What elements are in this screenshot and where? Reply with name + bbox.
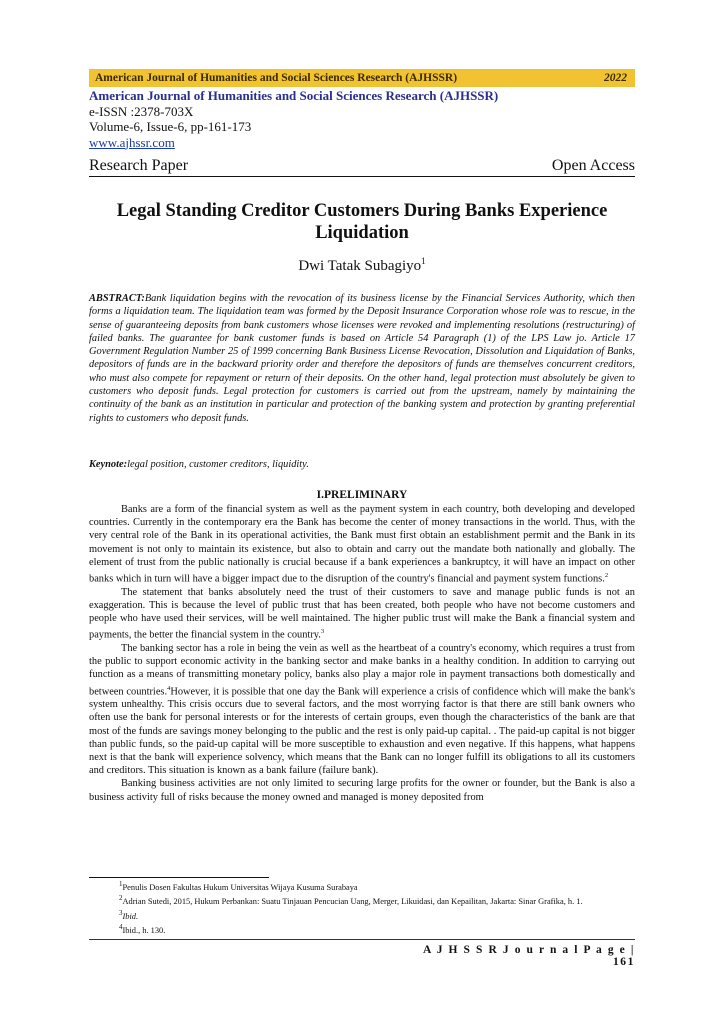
- author-footnote-mark: 1: [421, 256, 426, 266]
- header-eissn: e-ISSN :2378-703X: [89, 103, 194, 119]
- abstract-text: Bank liquidation begins with the revocation of its business license by the Financial Services Authority, which then forms a liquidation team. The liquidation team was formed by the Deposit Insurance Corporation whose role was to rescue, in the sense of guaranteeing deposits from bank customers whose licenses were revoked and implementing resolutions (restructuring) of failed banks. The guarantee for bank customer funds is based on Article 54 Paragraph (1) of the LPS Law jo. Article 17 Government Regulation Number 25 of 1999 concerning Bank Business License Revocation, Dissolution and Liquidation of Banks, depositors of funds are in the backward priority order and therefore the depositors of funds are themselves concurrent creditors, who must also compete for repayment or return of their deposits. On the other hand, legal protection must absolutely be given to customers who deposit funds. Legal protection for customers is carried out from the upstream, namely by maintaining the continuity of the bank as an institution in particular and protection of the banking system and protection by granting preferential rights to customers who deposit funds.: [89, 293, 635, 424]
- banner-year: 2022: [604, 72, 627, 84]
- footer-page-label: P a g e: [583, 944, 627, 956]
- footnote-ref: 2: [604, 572, 609, 580]
- footer-separator: |: [630, 944, 635, 956]
- keywords-label: Keynote:: [89, 459, 128, 470]
- footer-page-number: 161: [612, 956, 635, 968]
- journal-header: [89, 88, 635, 150]
- page-footer: [400, 944, 635, 968]
- footnotes: [89, 879, 635, 936]
- keywords: [89, 459, 635, 470]
- footnote-ref: 3: [320, 628, 325, 636]
- abstract-label: ABSTRACT:: [89, 293, 145, 304]
- footnote: [89, 879, 635, 893]
- paragraph-text: Banks are a form of the financial system as well as the payment system in each country, both developing and developed countries. Currently in the contemporary era the Bank has become the center of money transactions in the world. Thus, with the very central role of the Bank in its operational activities, the Bank must first obtain an establishment permit and the Bank in its movement is not only to maintain its existence, but also to obtain and carry out the mandate both nationally and globally. The element of trust from the public nationally is crucial because if a bank experiences a bankruptcy, it will have an impact on other banks which in turn will have a bigger impact due to the disruption of the country's financial and payment system functions.: [89, 504, 635, 585]
- header-volume: Volume-6, Issue-6, pp-161-173: [89, 119, 252, 134]
- footnote-mark: 4: [119, 922, 123, 931]
- footnote-divider: [89, 877, 269, 878]
- header-website-link[interactable]: www.ajhssr.com: [89, 134, 175, 150]
- footer-journal: A J H S S R J o u r n a l: [422, 944, 580, 956]
- footnote: [89, 922, 635, 936]
- footnote-mark: 2: [119, 894, 123, 903]
- paragraph-text: The banking sector has a role in being the vein as well as the heartbeat of a country's economy, which requires a trust from the public to support economic activity in the banking sector and make banks in a healthy condition. In addition to carrying out function as a means of transmitting monetary policy, banks also play a major role in payment transactions both domestically and between countries.: [89, 642, 635, 698]
- author-line: [89, 256, 635, 275]
- body-paragraph: [89, 503, 635, 586]
- abstract: [89, 292, 635, 425]
- paragraph-text-continued: However, it is possible that one day the Bank will experience a crisis of confidence which will make the bank's system unhealthy. This crisis occurs due to several factors, and the most worrying factor is that there are still bank owners who often use the bank for personal interests or for the interests of certain groups, even though the characteristics of the bank are that most of the funds are savings money belonging to the public and the rest is only paid-up capital. . The paid-up capital is not bigger than public funds, so the paid-up capital will be more susceptible to exhaustion and even negative. If this happens, what happens next is that the bank will experience solvency, which means that the Bank can no longer fulfill its obligations to all its customers and creditors. This situation is known as a bank failure (failure bank).: [89, 686, 635, 777]
- journal-banner: [89, 69, 635, 87]
- paper-type-row: [89, 156, 635, 175]
- footnote-mark: 3: [119, 908, 123, 917]
- footnote-text: Ibid., h. 130.: [122, 925, 166, 935]
- paragraph-text: The statement that banks absolutely need the trust of their customers to save and manage public funds is not an exaggeration. This is because the level of public trust that has been created, both people who have not become customers and people who have used their services, will be well maintained. The higher public trust will make the Bank a financial system and payments, the better the financial system in the country.: [89, 586, 635, 641]
- body-text: [89, 503, 635, 804]
- footer-divider: [89, 939, 635, 940]
- paper-title: Legal Standing Creditor Customers During Banks Experience Liquidation: [116, 201, 608, 243]
- footnote-text: Penulis Dosen Fakultas Hukum Universitas Wijaya Kusuma Surabaya: [122, 882, 358, 892]
- footnote-text: Ibid.: [122, 911, 139, 921]
- body-paragraph: [89, 642, 635, 778]
- banner-journal-name: American Journal of Humanities and Social Sciences Research (AJHSSR): [95, 72, 458, 84]
- footnote: [89, 893, 635, 907]
- author-name: Dwi Tatak Subagiyo: [298, 258, 422, 274]
- paragraph-text: Banking business activities are not only limited to securing large profits for the owner or founder, but the Bank is also a business activity full of risks because the money owned and managed is money deposited from: [89, 778, 635, 803]
- footnote: [89, 908, 635, 922]
- footnote-ref: 4: [167, 684, 171, 692]
- body-paragraph: [89, 586, 635, 642]
- header-divider: [89, 176, 635, 177]
- section-heading: I.PRELIMINARY: [316, 489, 408, 501]
- footnote-mark: 1: [119, 880, 123, 888]
- footnote-text: Adrian Sutedi, 2015, Hukum Perbankan: Suatu Tinjauan Pencucian Uang, Merger, Likuidasi, dan Kepailitan, Jakarta: Sinar Grafika, h. 1.: [122, 897, 583, 907]
- body-paragraph: [89, 777, 635, 803]
- paper-type: Research Paper: [89, 157, 189, 174]
- header-journal-name: American Journal of Humanities and Social Sciences Research (AJHSSR): [89, 88, 499, 103]
- keywords-text: legal position, customer creditors, liquidity.: [127, 459, 309, 470]
- access-type: Open Access: [551, 157, 635, 174]
